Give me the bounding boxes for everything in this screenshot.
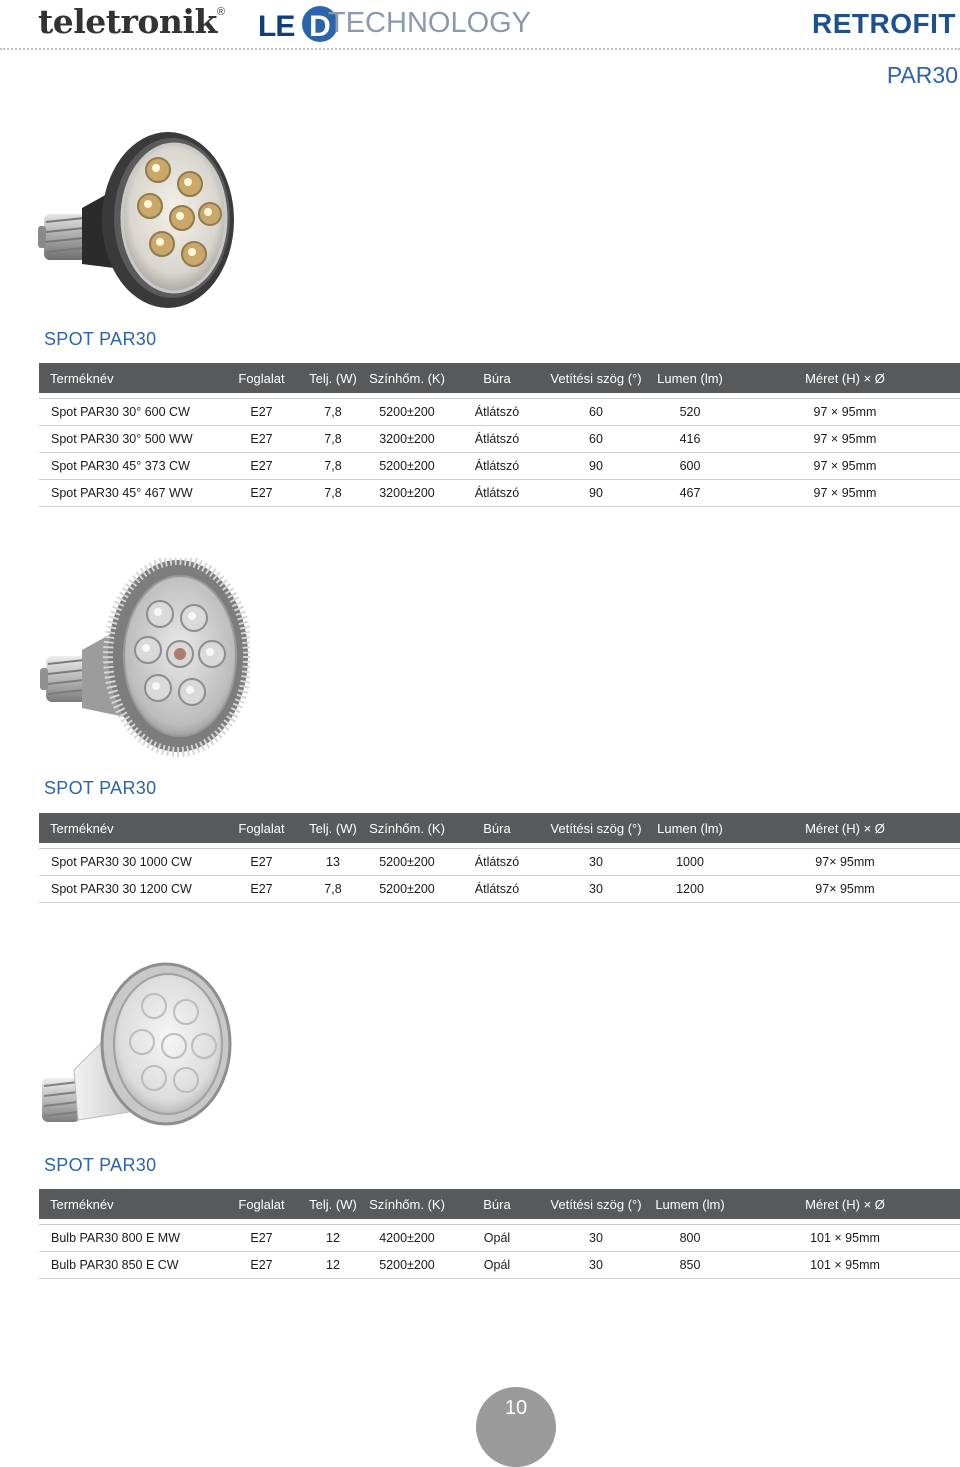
cell-socket: E27 [219, 480, 304, 507]
col-size: Méret (H) × Ø [730, 363, 960, 393]
col-cover: Búra [452, 363, 542, 393]
col-beam-angle: Vetítési szög (°) [542, 813, 650, 843]
cell-power: 7,8 [304, 453, 362, 480]
cell-product-name: Bulb PAR30 800 E MW [39, 1225, 219, 1252]
cell-product-name: Spot PAR30 30 1200 CW [39, 876, 219, 903]
table-row [39, 399, 960, 426]
cell-socket: E27 [219, 849, 304, 876]
cell-size: 101 × 95mm [730, 1225, 960, 1252]
cell-size: 97 × 95mm [730, 453, 960, 480]
cell-color-temp: 5200±200 [362, 849, 452, 876]
cell-cover: Átlátszó [452, 399, 542, 426]
col-product-name: Terméknév [39, 813, 219, 843]
cell-size: 97× 95mm [730, 849, 960, 876]
product-image-spot-par30-heatsink [40, 558, 250, 758]
cell-power: 7,8 [304, 426, 362, 453]
cell-cover: Átlátszó [452, 849, 542, 876]
cell-power: 7,8 [304, 399, 362, 426]
spec-table-2 [39, 813, 960, 903]
cell-cover: Opál [452, 1225, 542, 1252]
spec-table-1 [39, 363, 960, 507]
cell-beam-angle: 30 [542, 1225, 650, 1252]
section-title-2: SPOT PAR30 [44, 778, 157, 798]
table-header-row [39, 1189, 960, 1219]
cell-cover: Átlátszó [452, 426, 542, 453]
brand-name: teletronik [38, 2, 217, 41]
page-header [0, 0, 960, 88]
product-image-spot-par30-clear [38, 122, 238, 312]
col-power: Telj. (W) [304, 1189, 362, 1219]
col-socket: Foglalat [219, 1189, 304, 1219]
cell-product-name: Bulb PAR30 850 E CW [39, 1252, 219, 1279]
col-beam-angle: Vetítési szög (°) [542, 363, 650, 393]
cell-cover: Opál [452, 1252, 542, 1279]
brand-logo [38, 2, 224, 41]
cell-power: 7,8 [304, 876, 362, 903]
cell-lumen: 800 [650, 1225, 730, 1252]
cell-color-temp: 3200±200 [362, 480, 452, 507]
cell-power: 12 [304, 1225, 362, 1252]
table-row [39, 480, 960, 507]
product-image-bulb-par30-opal [38, 960, 238, 1130]
col-power: Telj. (W) [304, 363, 362, 393]
cell-color-temp: 5200±200 [362, 453, 452, 480]
cell-product-name: Spot PAR30 45° 467 WW [39, 480, 219, 507]
cell-cover: Átlátszó [452, 480, 542, 507]
cell-socket: E27 [219, 1225, 304, 1252]
col-size: Méret (H) × Ø [730, 813, 960, 843]
cell-beam-angle: 60 [542, 426, 650, 453]
cell-color-temp: 3200±200 [362, 426, 452, 453]
col-product-name: Terméknév [39, 1189, 219, 1219]
table-header-row [39, 813, 960, 843]
cell-product-name: Spot PAR30 30 1000 CW [39, 849, 219, 876]
page-number: 10 [504, 1397, 528, 1419]
registered-mark: ® [216, 6, 225, 18]
cell-lumen: 520 [650, 399, 730, 426]
col-color-temp: Színhőm. (K) [362, 363, 452, 393]
col-lumen: Lumen (lm) [650, 813, 730, 843]
col-socket: Foglalat [219, 813, 304, 843]
cell-power: 12 [304, 1252, 362, 1279]
cell-product-name: Spot PAR30 30° 500 WW [39, 426, 219, 453]
cell-beam-angle: 30 [542, 1252, 650, 1279]
led-logo-letters: LE [258, 10, 295, 43]
table-row [39, 876, 960, 903]
cell-lumen: 416 [650, 426, 730, 453]
technology-label: TECHNOLOGY [328, 7, 532, 39]
col-size: Méret (H) × Ø [730, 1189, 960, 1219]
cell-lumen: 850 [650, 1252, 730, 1279]
cell-power: 7,8 [304, 480, 362, 507]
cell-product-name: Spot PAR30 45° 373 CW [39, 453, 219, 480]
cell-beam-angle: 90 [542, 453, 650, 480]
table-row [39, 1225, 960, 1252]
cell-color-temp: 5200±200 [362, 876, 452, 903]
cell-lumen: 467 [650, 480, 730, 507]
cell-beam-angle: 30 [542, 849, 650, 876]
col-lumen: Lumen (lm) [650, 363, 730, 393]
cell-product-name: Spot PAR30 30° 600 CW [39, 399, 219, 426]
table-row [39, 426, 960, 453]
cell-beam-angle: 30 [542, 876, 650, 903]
page-subtitle: PAR30 [886, 62, 958, 88]
cell-color-temp: 5200±200 [362, 399, 452, 426]
cell-socket: E27 [219, 399, 304, 426]
table-row [39, 453, 960, 480]
cell-cover: Átlátszó [452, 876, 542, 903]
category-title: RETROFIT [812, 8, 956, 39]
col-color-temp: Színhőm. (K) [362, 813, 452, 843]
led-logo-d: D [309, 10, 331, 43]
spec-table-3 [39, 1189, 960, 1279]
col-beam-angle: Vetítési szög (°) [542, 1189, 650, 1219]
table-header-row [39, 363, 960, 393]
cell-lumen: 600 [650, 453, 730, 480]
cell-socket: E27 [219, 876, 304, 903]
cell-beam-angle: 60 [542, 399, 650, 426]
table-row [39, 849, 960, 876]
col-cover: Búra [452, 1189, 542, 1219]
cell-size: 97 × 95mm [730, 399, 960, 426]
col-cover: Búra [452, 813, 542, 843]
cell-lumen: 1000 [650, 849, 730, 876]
col-lumen: Lumem (lm) [650, 1189, 730, 1219]
cell-socket: E27 [219, 1252, 304, 1279]
cell-cover: Átlátszó [452, 453, 542, 480]
col-power: Telj. (W) [304, 813, 362, 843]
cell-size: 97 × 95mm [730, 426, 960, 453]
col-socket: Foglalat [219, 363, 304, 393]
cell-size: 101 × 95mm [730, 1252, 960, 1279]
header-divider [0, 48, 960, 50]
col-color-temp: Színhőm. (K) [362, 1189, 452, 1219]
col-product-name: Terméknév [39, 363, 219, 393]
cell-size: 97 × 95mm [730, 480, 960, 507]
section-title-1: SPOT PAR30 [44, 329, 157, 349]
section-title-3: SPOT PAR30 [44, 1155, 157, 1175]
cell-socket: E27 [219, 453, 304, 480]
cell-color-temp: 4200±200 [362, 1225, 452, 1252]
cell-beam-angle: 90 [542, 480, 650, 507]
cell-socket: E27 [219, 426, 304, 453]
cell-lumen: 1200 [650, 876, 730, 903]
cell-size: 97× 95mm [730, 876, 960, 903]
cell-color-temp: 5200±200 [362, 1252, 452, 1279]
table-row [39, 1252, 960, 1279]
cell-power: 13 [304, 849, 362, 876]
page-number-badge [476, 1387, 556, 1467]
